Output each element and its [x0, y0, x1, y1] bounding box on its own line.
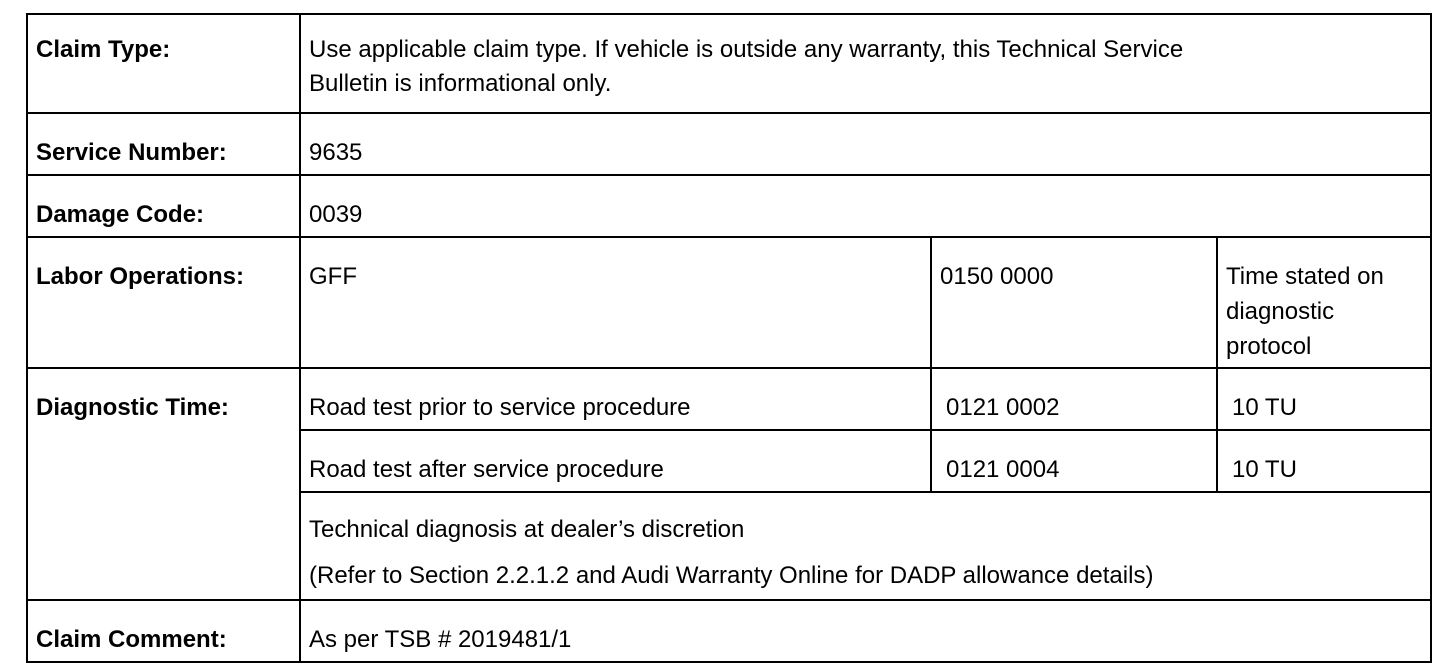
diagnostic-note-line2: (Refer to Section 2.2.1.2 and Audi Warranty Online for DADP allowance details) — [309, 562, 1154, 589]
diagnostic-note — [300, 492, 1431, 600]
claim-comment-value: As per TSB # 2019481/1 — [300, 600, 1431, 662]
diagnostic-item-code: 0121 0002 — [931, 368, 1217, 430]
labor-operation-code: 0150 0000 — [931, 237, 1217, 368]
claim-info-table — [26, 13, 1432, 663]
labor-time-line2: diagnostic — [1226, 298, 1335, 325]
service-number-row — [27, 113, 1431, 175]
diagnostic-item-description: Road test prior to service procedure — [300, 368, 931, 430]
labor-time-line1: Time stated on — [1226, 263, 1384, 290]
diagnostic-item-time: 10 TU — [1217, 368, 1431, 430]
labor-time-line3: protocol — [1226, 333, 1312, 360]
labor-operation-name: GFF — [300, 237, 931, 368]
service-number-value: 9635 — [300, 113, 1431, 175]
claim-type-value-line2: Bulletin is informational only. — [309, 70, 612, 97]
claim-comment-row — [27, 600, 1431, 662]
diagnostic-time-label: Diagnostic Time: — [27, 368, 300, 600]
damage-code-row — [27, 175, 1431, 237]
diagnostic-time-row — [27, 368, 1431, 430]
damage-code-value: 0039 — [300, 175, 1431, 237]
service-number-label: Service Number: — [27, 113, 300, 175]
labor-operations-row — [27, 237, 1431, 368]
claim-comment-label: Claim Comment: — [27, 600, 300, 662]
claim-type-value — [300, 14, 1431, 113]
diagnostic-item-description: Road test after service procedure — [300, 430, 931, 492]
damage-code-label: Damage Code: — [27, 175, 300, 237]
claim-type-value-line1: Use applicable claim type. If vehicle is outside any warranty, this Technical Service — [309, 36, 1184, 63]
claim-type-label: Claim Type: — [27, 14, 300, 113]
diagnostic-note-line1: Technical diagnosis at dealer’s discretion — [309, 516, 745, 543]
diagnostic-item-time: 10 TU — [1217, 430, 1431, 492]
labor-operation-time — [1217, 237, 1431, 368]
labor-operations-label: Labor Operations: — [27, 237, 300, 368]
claim-type-row — [27, 14, 1431, 113]
diagnostic-item-code: 0121 0004 — [931, 430, 1217, 492]
